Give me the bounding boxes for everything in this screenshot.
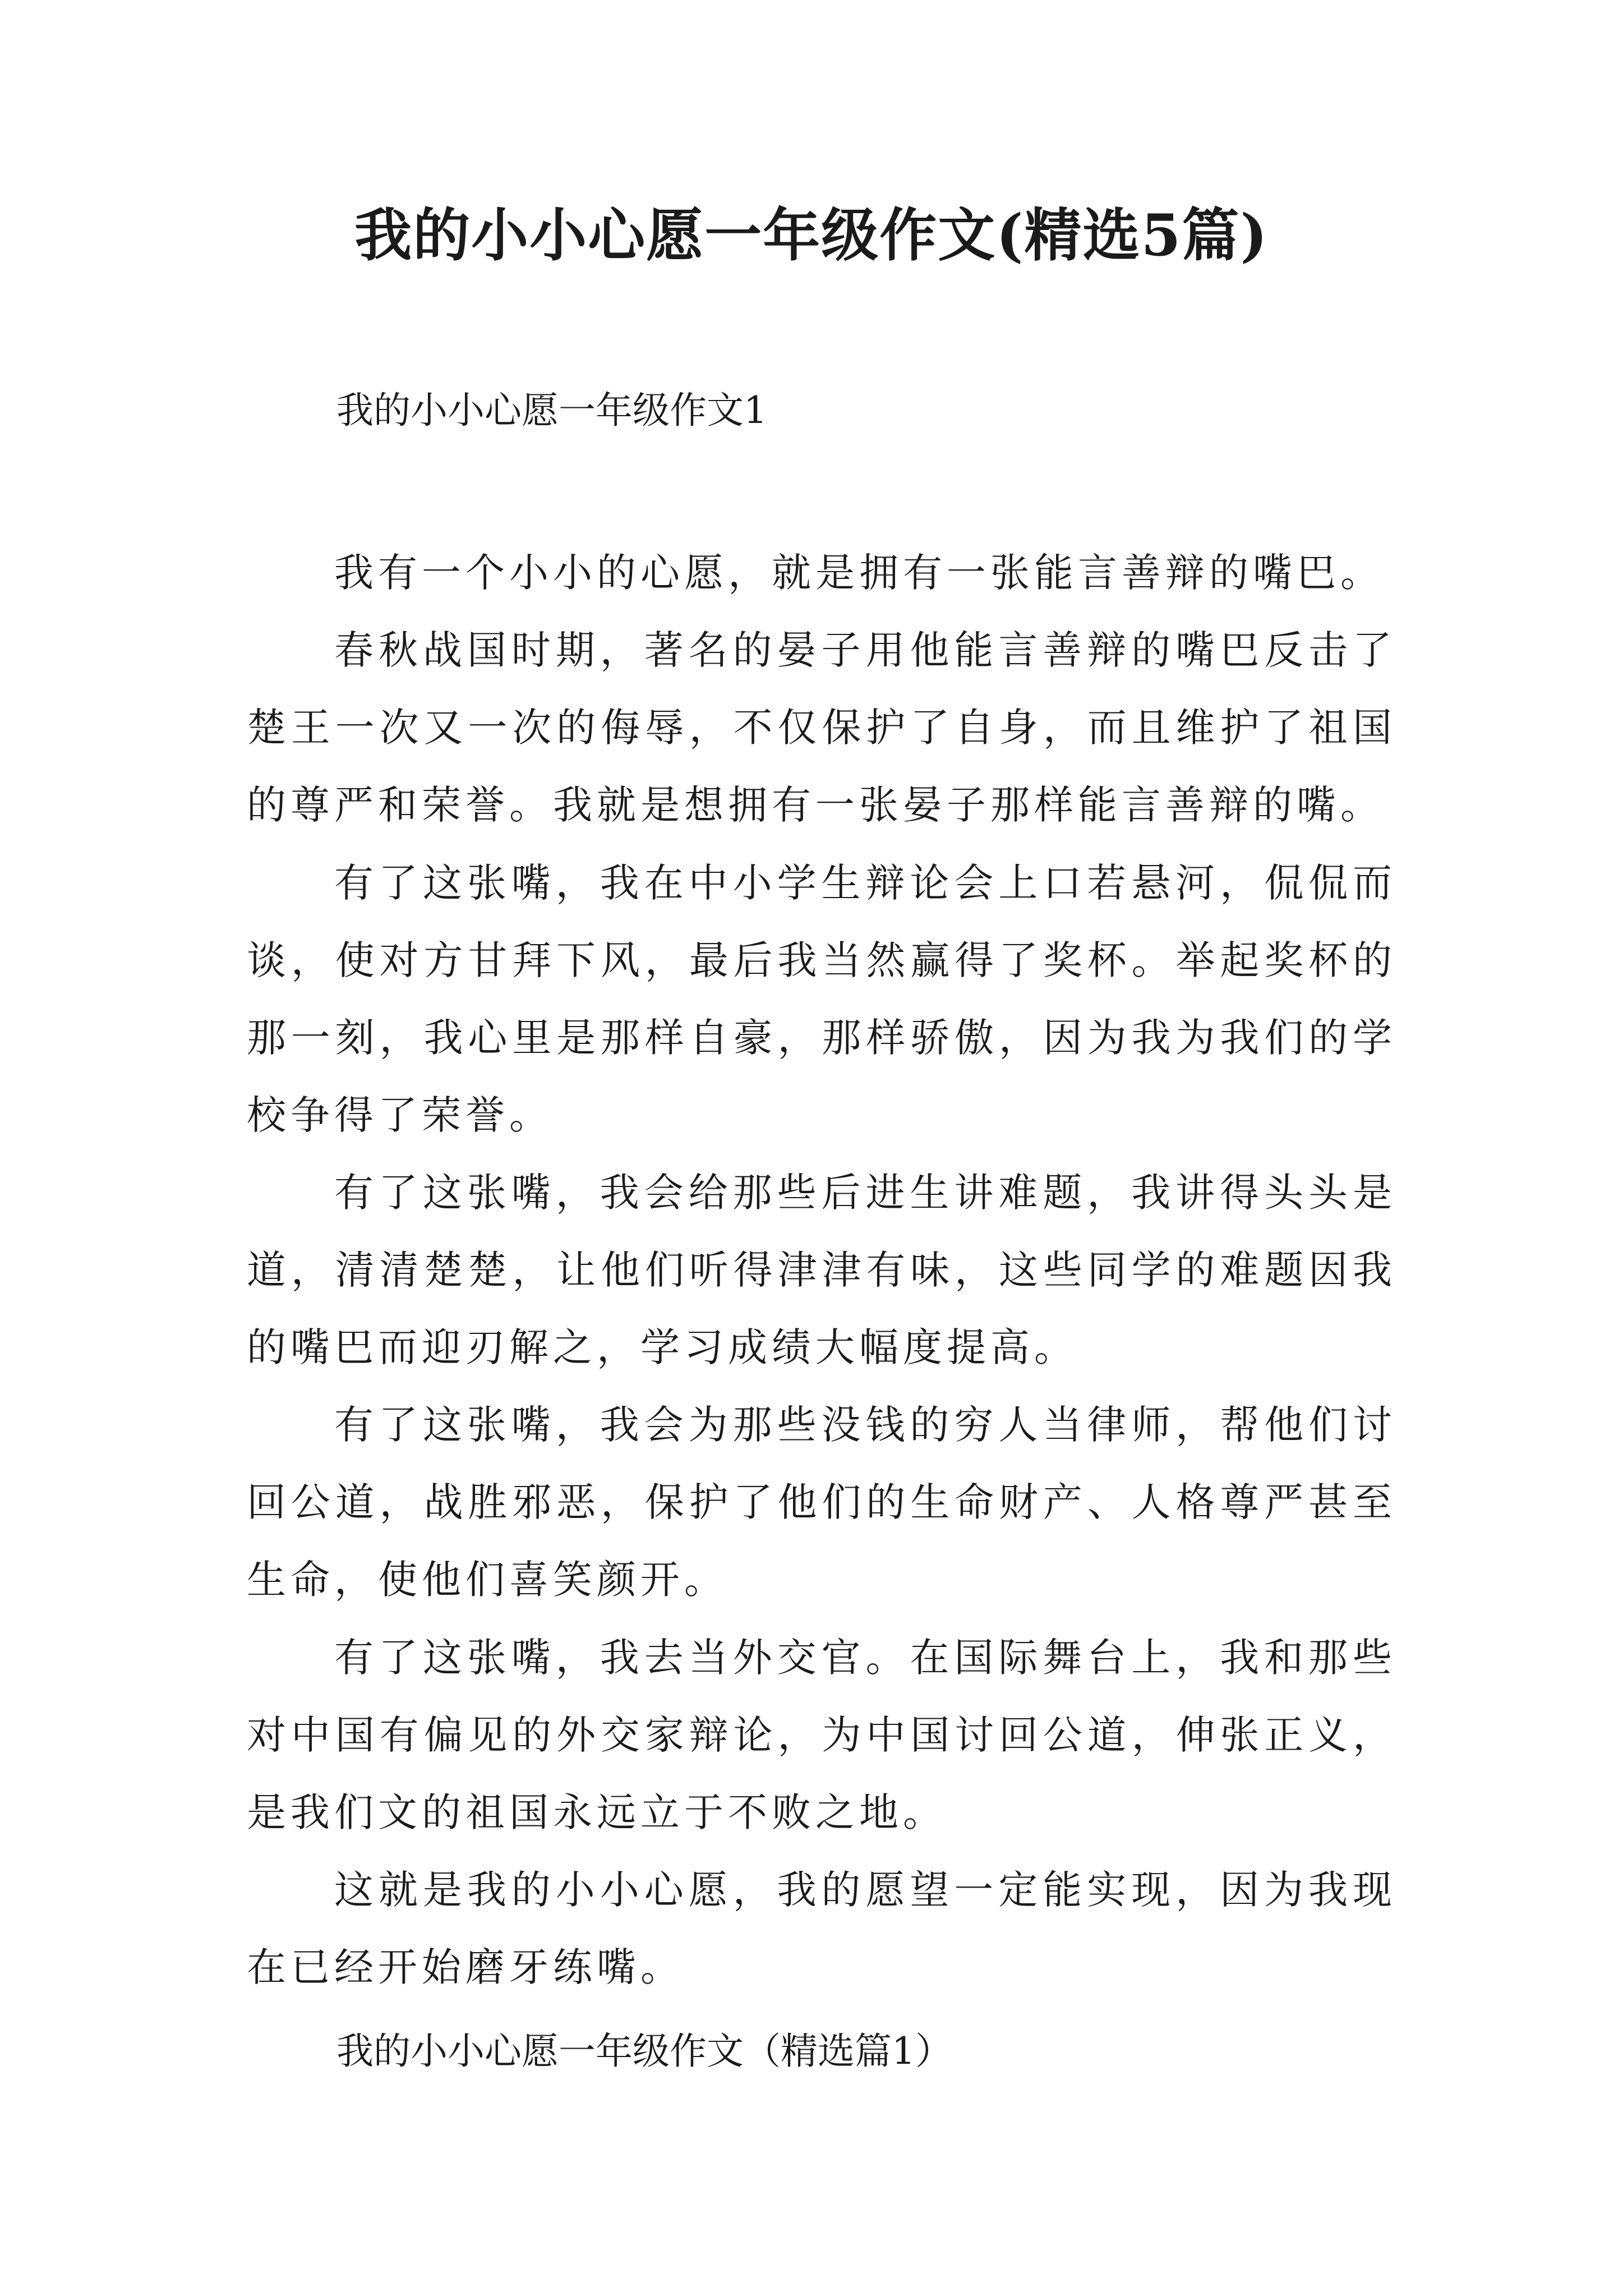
paragraph: 有了这张嘴，我在中小学生辩论会上口若悬河，侃侃而谈，使对方甘拜下风，最后我当然赢得了奖杯。举起奖杯的那一刻，我心里是那样自豪，那样骄傲，因为我为我们的学校争得了荣誉。 bbox=[247, 860, 1396, 1138]
paragraph: 春秋战国时期，著名的晏子用他能言善辩的嘴巴反击了楚王一次又一次的侮辱，不仅保护了自身，而且维护了祖国的尊严和荣誉。我就是想拥有一张晏子那样能言善辩的嘴。 bbox=[247, 627, 1396, 828]
paragraph: 有了这张嘴，我会为那些没钱的穷人当律师，帮他们讨回公道，战胜邪恶，保护了他们的生命财产、人格尊严甚至生命，使他们喜笑颜开。 bbox=[247, 1402, 1396, 1603]
paragraph: 有了这张嘴，我去当外交官。在国际舞台上，我和那些对中国有偏见的外交家辩论，为中国讨回公道，伸张正义，是我们文的祖国永远立于不败之地。 bbox=[247, 1635, 1396, 1835]
section-heading: 我的小小心愿一年级作文1 bbox=[336, 389, 767, 432]
section-heading: 我的小小心愿一年级作文（精选篇1） bbox=[336, 2030, 952, 2073]
document-title: 我的小小心愿一年级作文(精选5篇) bbox=[354, 202, 1269, 269]
paragraph: 有了这张嘴，我会给那些后进生讲难题，我讲得头头是道，清清楚楚，让他们听得津津有味，这些同学的难题因我的嘴巴而迎刃解之，学习成绩大幅度提高。 bbox=[247, 1170, 1396, 1370]
paragraph: 这就是我的小小心愿，我的愿望一定能实现，因为我现在已经开始磨牙练嘴。 bbox=[247, 1867, 1396, 1990]
paragraph: 我有一个小小的心愿，就是拥有一张能言善辩的嘴巴。 bbox=[334, 550, 1384, 596]
